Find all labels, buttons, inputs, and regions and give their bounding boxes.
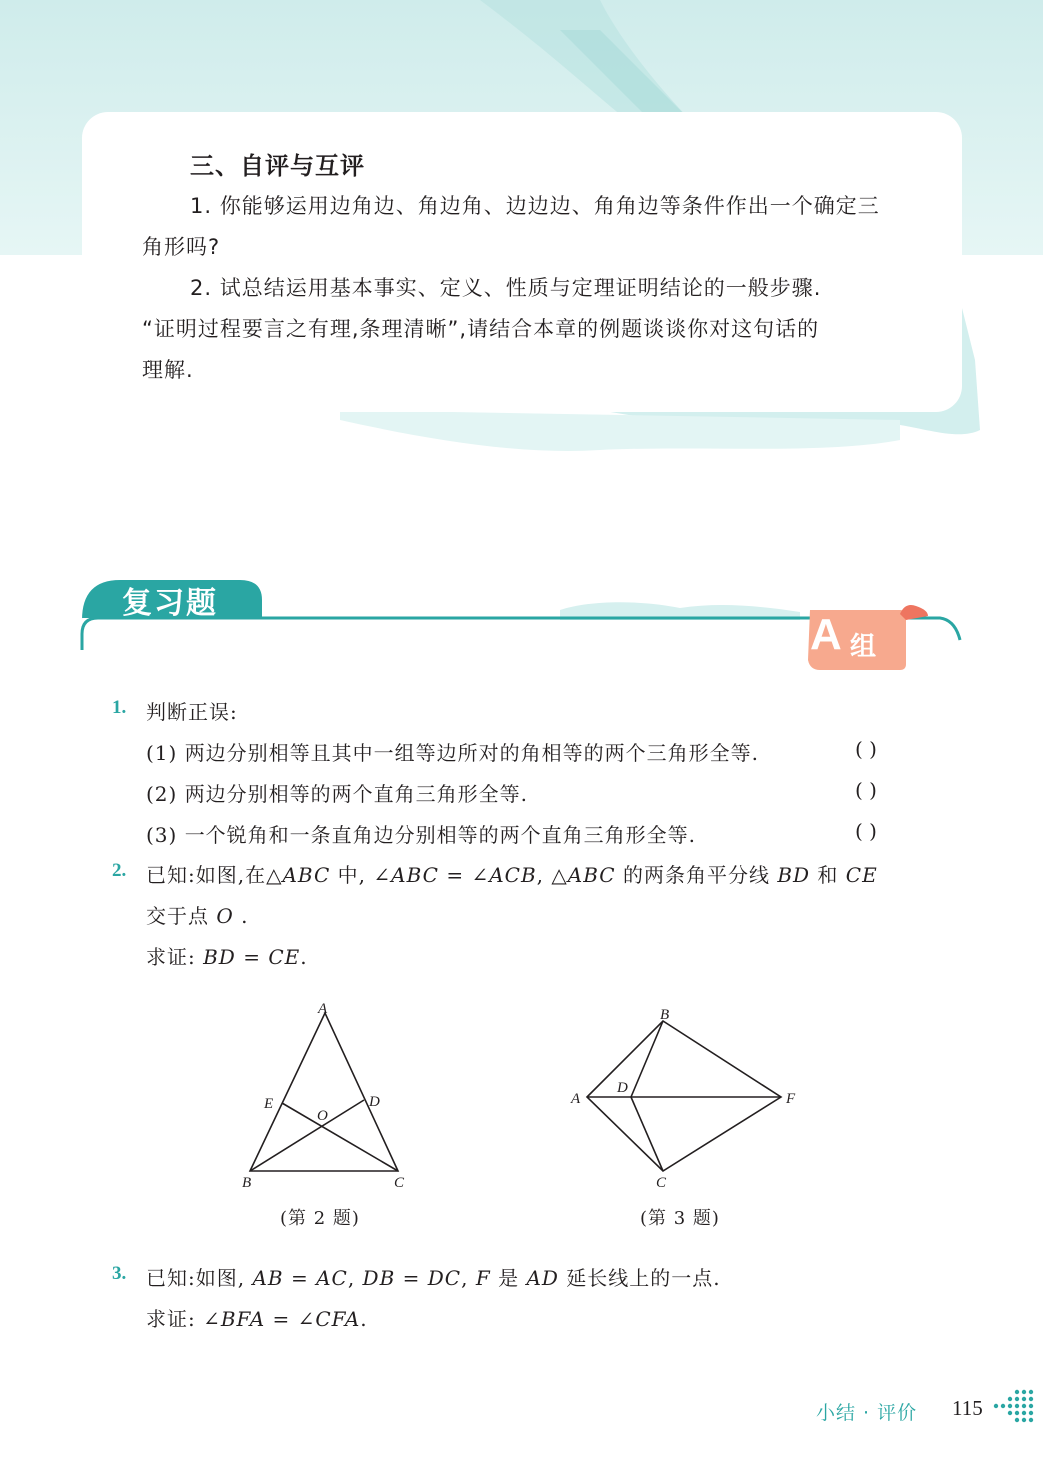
label-D: D	[617, 1080, 628, 1096]
question-3-prove: 求证: ∠BFA = ∠CFA.	[146, 1307, 368, 1331]
label-C: C	[394, 1175, 405, 1191]
section-title: 三、自评与互评	[190, 152, 365, 180]
question-1-item-3: (3) 一个锐角和一条直角边分别相等的两个直角三角形全等.	[146, 823, 697, 847]
label-A: A	[318, 1001, 328, 1017]
question-3-number: 3.	[112, 1263, 127, 1284]
answer-blank-2[interactable]: ( )	[855, 778, 877, 802]
review-title: 复习题	[122, 586, 218, 621]
answer-blank-1[interactable]: ( )	[855, 737, 877, 761]
question-1-item-1: (1) 两边分别相等且其中一组等边所对的角相等的两个三角形全等.	[146, 741, 760, 765]
label-F: F	[786, 1091, 796, 1107]
label-B: B	[660, 1007, 670, 1023]
question-2-prove: 求证: BD = CE.	[146, 945, 308, 969]
evaluation-item-1: 1. 你能够运用边角边、角边角、边边边、角角边等条件作出一个确定三 角形吗?	[142, 194, 880, 259]
page-number: 115	[952, 1396, 983, 1420]
question-3-line-1: 已知:如图, AB = AC, DB = DC, F 是 AD 延长线上的一点.	[146, 1266, 721, 1290]
question-1-item-2: (2) 两边分别相等的两个直角三角形全等.	[146, 782, 529, 806]
question-1-stem: 判断正误:	[146, 700, 238, 724]
footer-section-name: 小结 · 评价	[816, 1402, 918, 1424]
label-D: D	[369, 1094, 380, 1110]
figure-2-caption: (第 2 题)	[280, 1208, 360, 1229]
question-2-number: 2.	[112, 860, 127, 881]
question-1-number: 1.	[112, 697, 127, 718]
label-E: E	[264, 1096, 274, 1112]
label-A: A	[571, 1091, 581, 1107]
figure-3-caption: (第 3 题)	[640, 1208, 720, 1229]
label-O: O	[317, 1108, 328, 1124]
label-B: B	[242, 1175, 252, 1191]
figure-2-triangle	[230, 995, 430, 1195]
figure-3-kite	[565, 995, 810, 1195]
label-C: C	[656, 1175, 667, 1191]
question-2-line-1: 已知:如图,在△ABC 中, ∠ABC = ∠ACB, △ABC 的两条角平分线 BD 和 CE	[146, 863, 878, 887]
evaluation-item-2: 2. 试总结运用基本事实、定义、性质与定理证明结论的一般步骤. “证明过程要言之有理,条理清晰”,请结合本章的例题谈谈你对这句话的 理解.	[142, 276, 822, 382]
decorative-dots-icon	[993, 1388, 1039, 1428]
answer-blank-3[interactable]: ( )	[855, 819, 877, 843]
question-2-line-2: 交于点 O .	[146, 904, 249, 928]
